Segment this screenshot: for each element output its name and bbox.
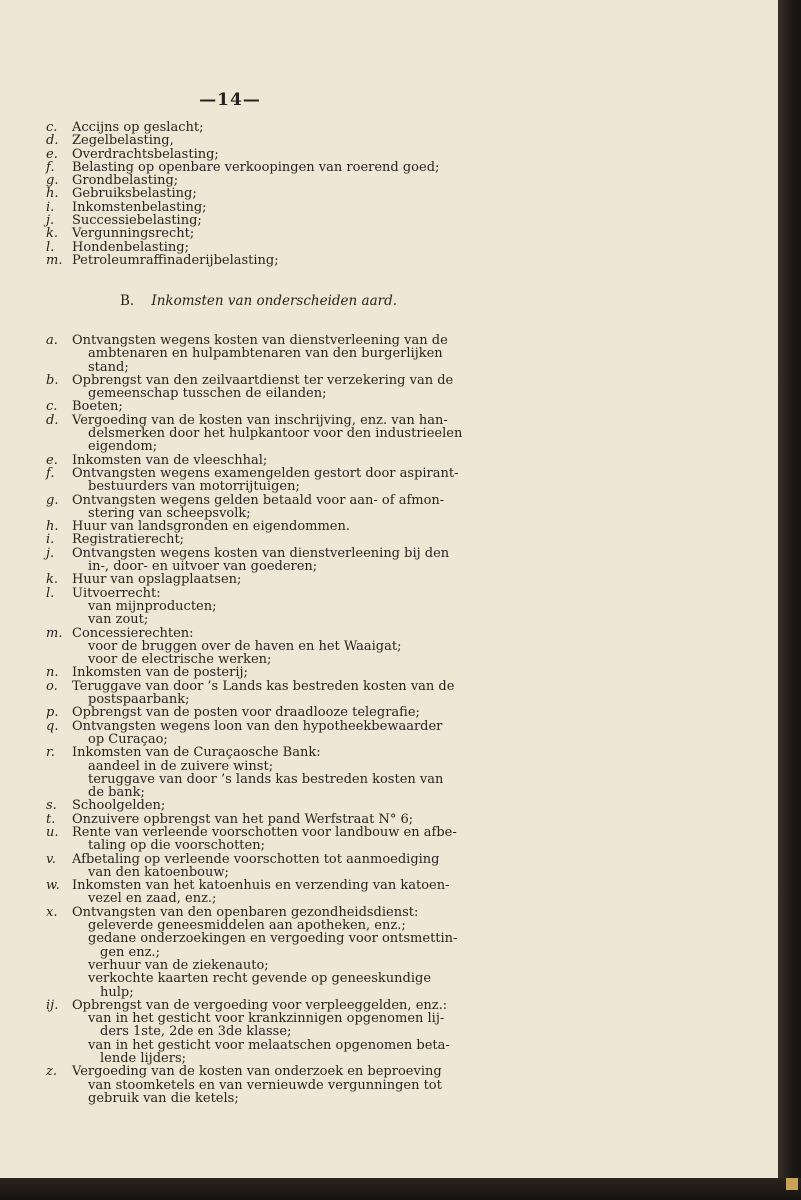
list-item [46,333,448,375]
section-label: B. [120,293,135,309]
item-letter: b. [46,372,59,388]
item-text [72,666,436,679]
item-line: Ontvangsten wegens loon van den hypotheekbewaarder [72,718,443,734]
item-line: Vergoeding van de kosten van onderzoek en beproeving [72,1064,442,1080]
item-letter: f. [46,465,55,481]
item-line: Opbrengst van de posten voor draadlooze telegrafie; [72,705,420,721]
item-text [72,400,436,413]
item-text [72,627,436,667]
item-letter: k. [46,226,59,242]
list-item [46,372,454,402]
list-item [46,799,436,812]
item-text [72,813,436,826]
item-line: vezel en zaad, enz.; [88,891,217,907]
item-line: gen enz.; [100,944,160,960]
list-item [46,587,436,627]
item-line: taling op die voorschotten; [88,838,265,854]
item-letter: h. [46,519,59,535]
item-line: Ontvangsten wegens gelden betaald voor aan- of afmon- [72,492,445,508]
item-text [72,997,450,1067]
item-text: Vergunningsrecht; [72,226,195,242]
item-text [72,545,450,575]
item-letter: z. [46,1064,57,1080]
list-item [46,813,436,826]
item-line: Rente van verleende voorschotten voor landbouw en afbe- [72,824,457,840]
item-text [72,333,448,375]
item-letter: r. [46,745,55,761]
item-line: Uitvoerrecht: [72,585,161,601]
item-text [72,745,444,801]
list-item [46,520,436,533]
item-text: Overdrachtsbelasting; [72,146,219,162]
list-item [46,997,450,1067]
item-letter: g. [46,492,59,508]
item-letter: ij. [46,997,59,1013]
item-line: Ontvangsten wegens examengelden gestort door aspirant- [72,465,459,481]
item-letter: d. [46,133,59,149]
list-item [46,718,443,747]
list-item [46,121,436,134]
item-letter: o. [46,678,58,694]
item-line: gemeenschap tusschen de eilanden; [88,386,327,402]
item-line: Registratierecht; [72,532,185,548]
item-letter: k. [46,572,59,588]
list-item [46,706,436,719]
item-letter: h. [46,186,59,202]
item-line: delsmerken door het hulpkantoor voor den industrieelen [88,426,463,442]
item-text [72,878,450,907]
item-line: Ontvangsten van den openbaren gezondheidsdienst: [72,904,419,920]
list-item [46,573,436,586]
item-letter: c. [46,399,58,415]
item-text [72,412,463,455]
item-letter: j. [46,213,55,229]
item-letter: p. [46,705,59,721]
list-item [46,545,450,575]
item-line: Vergoeding van de kosten van inschrijving, enz. van han- [72,412,448,428]
item-letter: e. [46,452,58,468]
item-text [72,372,454,402]
item-text [72,799,436,812]
item-line: van zout; [88,612,149,628]
item-text: Inkomstenbelasting; [72,199,207,215]
item-text [72,1064,442,1106]
item-line: ambtenaren en hulpambtenaren van den burgerlijken [88,346,443,362]
item-line: Huur van opslagplaatsen; [72,572,242,588]
list-item [46,254,436,267]
item-line: postspaarbank; [88,692,190,708]
item-text: Hondenbelasting; [72,239,189,255]
scan-edge-bottom [0,1178,801,1200]
color-calibration-mark [786,1178,798,1190]
list-item [46,227,436,240]
item-letter: v. [46,851,56,867]
item-line: Onzuivere opbrengst van het pand Werfstraat N° 6; [72,811,414,827]
item-line: van den katoenbouw; [88,864,229,880]
item-line: teruggave van door ’s lands kas bestreden kosten van [88,771,444,787]
item-line: Opbrengst van den zeilvaartdienst ter verzekering van de [72,372,454,388]
list-item [46,878,450,907]
list-item [46,1064,442,1106]
item-text [72,824,457,854]
item-letter: l. [46,239,55,255]
item-text [72,454,436,467]
item-text: Successiebelasting; [72,213,202,229]
item-text: Accijns op geslacht; [72,120,204,135]
item-text [72,706,436,719]
scan-edge-right [778,0,801,1200]
page-number: —14— [199,90,261,110]
list-item [46,412,463,455]
item-line: gedane onderzoekingen en vergoeding voor ontsmettin- [88,931,458,947]
item-letter: x. [46,904,58,920]
list-item [46,134,436,147]
item-line: ders 1ste, 2de en 3de klasse; [100,1024,292,1040]
item-line: Concessierechten: [72,625,194,641]
item-letter: d. [46,412,59,428]
item-text [72,678,455,708]
list-item [46,533,436,546]
item-letter: m. [46,252,63,268]
list-item [46,214,436,227]
item-line: lende lijders; [100,1051,186,1067]
item-letter: i. [46,532,55,548]
item-line: voor de electrische werken; [88,652,272,668]
list-item [46,824,457,854]
item-text [72,587,436,627]
item-letter: e. [46,146,58,162]
list-item [46,678,455,708]
list-item [46,745,444,801]
item-line: verhuur van de ziekenauto; [88,957,269,973]
item-line: eigendom; [88,439,158,455]
item-line: Opbrengst van de vergoeding voor verpleeggelden, enz.: [72,997,448,1013]
item-text [72,718,443,747]
item-line: Inkomsten van de vleeschhal; [72,452,268,468]
list-item [46,666,436,679]
list-item [46,627,436,667]
item-letter: g. [46,173,59,189]
item-letter: w. [46,878,60,894]
item-letter: s. [46,798,57,814]
list-item [46,454,436,467]
item-line: stering van scheepsvolk; [88,505,251,521]
item-text [72,492,445,521]
list-item [46,492,445,521]
item-line: Teruggave van door ’s Lands kas bestreden kosten van de [72,678,455,694]
item-line: Inkomsten van de Curaçaosche Bank: [72,745,321,761]
item-letter: t. [46,811,56,827]
item-line: gebruik van die ketels; [88,1090,239,1106]
list-item [46,465,459,495]
item-letter: m. [46,625,63,641]
item-line: geleverde geneesmiddelen aan apotheken, enz.; [88,918,406,934]
item-text: Zegelbelasting, [72,133,174,149]
item-line: in-, door- en uitvoer van goederen; [88,559,318,575]
list-item [46,851,440,880]
item-line: Inkomsten van het katoenhuis en verzending van katoen- [72,878,450,894]
item-line: hulp; [100,984,134,1000]
item-letter: q. [46,718,59,734]
item-text: Grondbelasting; [72,173,179,189]
list-item [46,174,436,187]
item-letter: i. [46,199,55,215]
item-line: Huur van landsgronden en eigendommen. [72,519,350,535]
item-line: van mijnproducten; [88,598,217,614]
item-line: op Curaçao; [88,731,168,747]
item-line: Ontvangsten wegens kosten van dienstverleening van de [72,333,448,348]
section-title: Inkomsten van onderscheiden aard. [151,293,398,309]
income-list [46,333,463,1106]
item-line: van in het gesticht voor melaatschen opgenomen beta- [88,1037,450,1053]
item-line: Ontvangsten wegens kosten van dienstverleening bij den [72,545,450,561]
item-line: van stoomketels en van vernieuwde vergunningen tot [88,1077,442,1093]
item-letter: f. [46,159,55,175]
tax-list [46,120,440,268]
item-text [72,533,436,546]
item-line: Afbetaling op verleende voorschotten tot aanmoediging [72,851,440,867]
list-item [46,904,458,1000]
item-letter: j. [46,545,55,561]
item-text [72,465,459,495]
item-letter: a. [46,333,58,348]
list-item [46,159,440,175]
item-line: bestuurders van motorrijtuigen; [88,479,300,495]
item-line: stand; [88,359,129,375]
item-text: Petroleumraffinaderijbelasting; [72,252,279,268]
list-item [46,187,436,200]
item-letter: u. [46,824,59,840]
item-text: Belasting op openbare verkoopingen van roerend goed; [72,159,440,175]
list-item [46,241,436,254]
list-item [46,201,436,214]
item-line: aandeel in de zuivere winst; [88,758,274,774]
item-line: Boeten; [72,399,123,415]
item-text [72,520,436,533]
item-line: Schoolgelden; [72,798,166,814]
item-line: Inkomsten van de posterij; [72,665,248,681]
item-text [72,904,458,1000]
section-heading-b [120,293,397,309]
item-line: van in het gesticht voor krankzinnigen opgenomen lij- [88,1011,445,1027]
item-text: Gebruiksbelasting; [72,186,197,202]
item-line: voor de bruggen over de haven en het Waaigat; [88,638,402,654]
item-line: verkochte kaarten recht gevende op geneeskundige [88,971,432,987]
item-letter: c. [46,120,58,135]
item-line: de bank; [88,785,145,801]
item-letter: n. [46,665,59,681]
item-text [72,573,436,586]
list-item [46,148,436,161]
item-letter: l. [46,585,55,601]
item-text [72,851,440,880]
list-item [46,400,436,413]
